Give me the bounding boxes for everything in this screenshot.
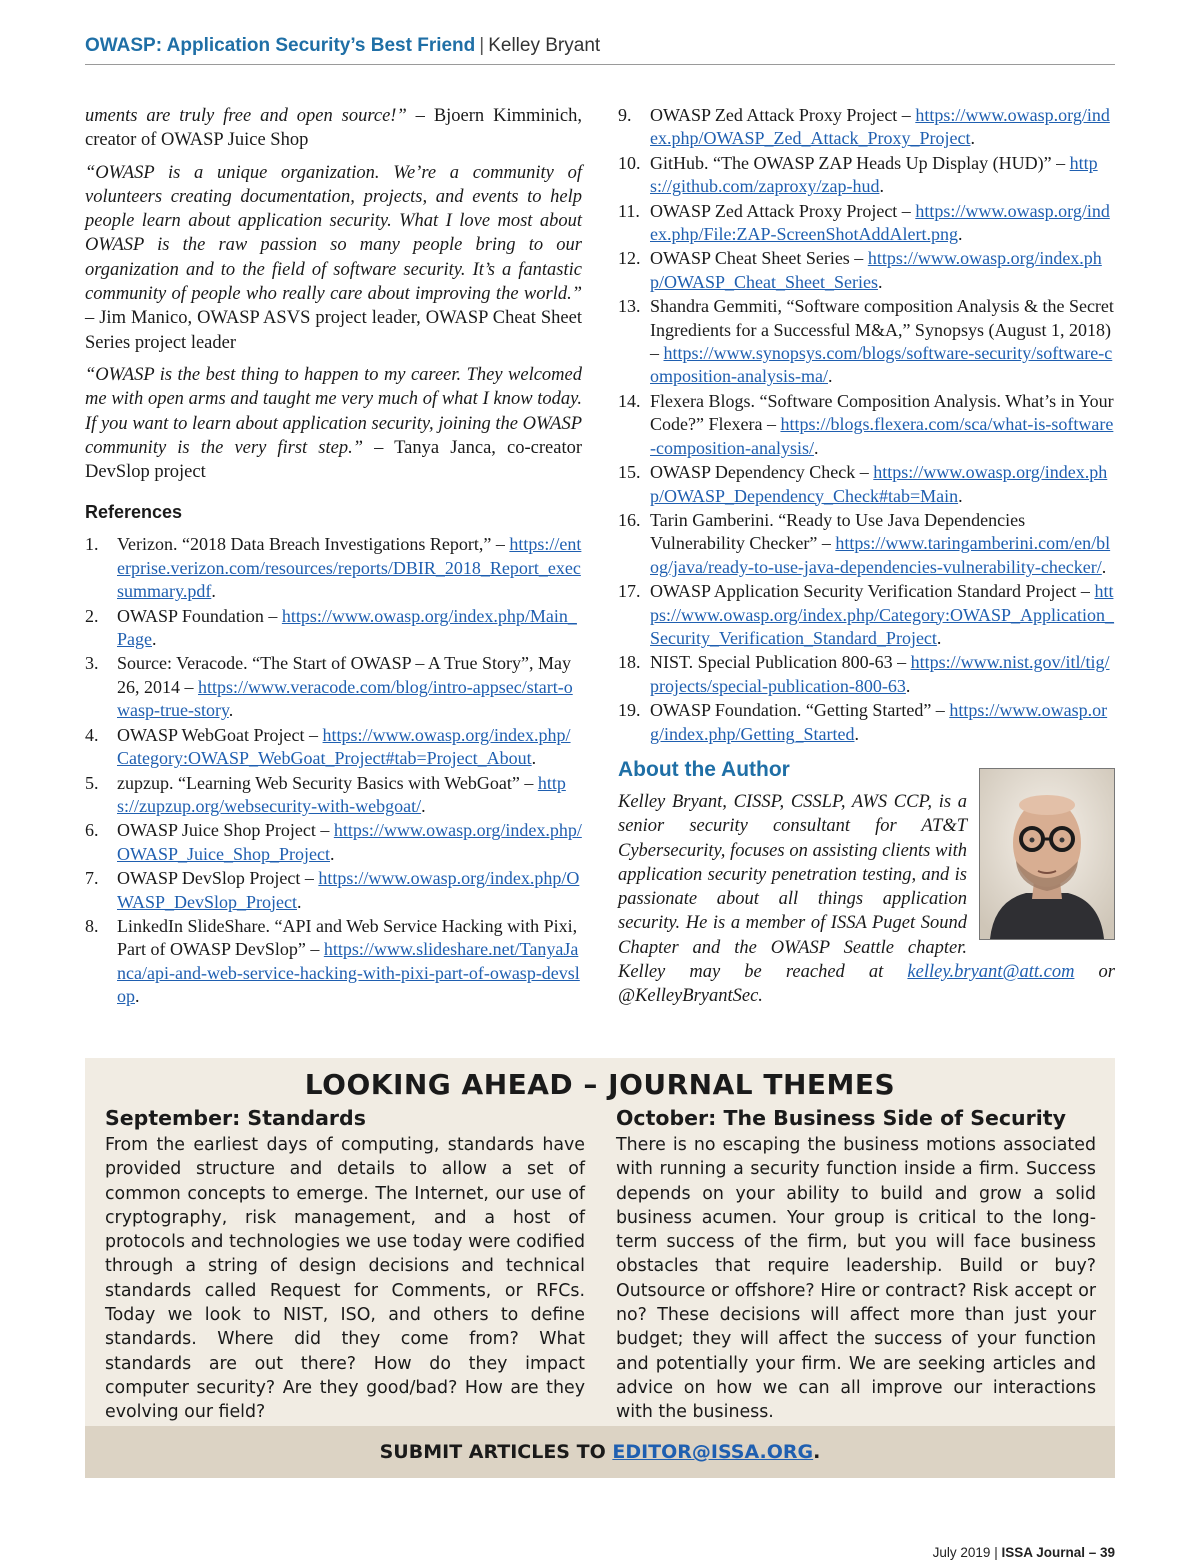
reference-item: 5. zupzup. “Learning Web Security Basics with WebGoat” – https://zupzup.org/websecurity-with-webgoat/.	[85, 772, 566, 816]
references-list-right	[618, 104, 1115, 746]
reference-link[interactable]: https://github.com/zaproxy/zap-hud	[650, 152, 1098, 197]
reference-link[interactable]: https://www.owasp.org/index.php/OWASP_Cheat_Sheet_Series	[650, 248, 1102, 292]
reference-link[interactable]: https://www.synopsys.com/blogs/software-security/software-composition-analysis-ma/	[650, 343, 1113, 387]
reference-item: 19. OWASP Foundation. “Getting Started” – https://www.owasp.org/index.php/Getting_Started.	[618, 700, 1108, 744]
left-column	[85, 104, 582, 1010]
reference-item: 1. Verizon. “2018 Data Breach Investigations Report,” – https://enterprise.verizon.com/resources/reports/DBIR_2018_Report_execsummary.pdf.	[85, 534, 582, 602]
running-header	[85, 34, 1115, 58]
quote-janca: “OWASP is the best thing to happen to my career. They welcomed me with open arms and taught me very much of what I know today. If you want to learn about application security, joining the OWASP community is the very first step.” – Tanya Janca, co-creator DevSlop project	[85, 364, 582, 483]
october-theme	[616, 1106, 1096, 1425]
about-author-heading: About the Author	[618, 757, 790, 781]
reference-link[interactable]: https://blogs.flexera.com/sca/what-is-software-composition-analysis/	[650, 414, 1114, 458]
references-heading: References	[85, 502, 183, 523]
reference-item: 16. Tarin Gamberini. “Ready to Use Java Dependencies Vulnerability Checker” – https://www.taringamberini.com/en/blog/java/ready-to-use-java-dependencies-vulnerability-checker/.	[618, 509, 1111, 577]
right-column	[618, 104, 1115, 1009]
reference-item: 4. OWASP WebGoat Project – https://www.owasp.org/index.php/Category:OWASP_WebGoat_Project#tab=Project_About.	[85, 724, 571, 769]
reference-item: 2. OWASP Foundation – https://www.owasp.org/index.php/Main_Page.	[85, 605, 577, 650]
reference-item: 6. OWASP Juice Shop Project – https://www.owasp.org/index.php/OWASP_Juice_Shop_Project.	[85, 820, 582, 864]
reference-link[interactable]: https://www.slideshare.net/TanyaJanca/api-and-web-service-hacking-with-pixi-part-of-owasp-devslop	[117, 939, 580, 1007]
page-footer: July 2019 | ISSA Journal – 39	[932, 1545, 1115, 1560]
october-body: There is no escaping the business motions associated with running a security function inside a firm. Success depends on your ability to build and grow a solid business acumen. Your group is critical to the long-term success of the firm, but you will face business obstacles that require leadership. Build or buy? Outsource or offshore? Hire or contract? Risk accept or no? These decisions will affect more than just your budget; they will affect the success of your function and potentially your firm. We are seeking articles and advice on how we can all improve our interactions with the business.	[616, 1135, 1096, 1423]
author-portrait-image	[980, 769, 1114, 939]
submit-articles-bar: SUBMIT ARTICLES TO EDITOR@ISSA.ORG.	[85, 1426, 1115, 1478]
september-theme	[105, 1106, 585, 1425]
october-heading: October: The Business Side of Security	[616, 1106, 1066, 1130]
reference-link[interactable]: https://www.owasp.org/index.php/File:ZAP-ScreenShotAddAlert.png	[650, 200, 1110, 245]
references-list-left	[85, 533, 582, 1008]
reference-item: 18. NIST. Special Publication 800-63 – https://www.nist.gov/itl/tig/projects/special-publication-800-63.	[618, 652, 1110, 696]
reference-link[interactable]: https://www.owasp.org/index.php/Main_Page	[117, 605, 577, 650]
reference-link[interactable]: https://www.nist.gov/itl/tig/projects/special-publication-800-63	[650, 652, 1110, 696]
article-title: OWASP: Application Security’s Best Friend	[85, 35, 476, 56]
reference-link[interactable]: https://www.owasp.org/index.php/OWASP_Juice_Shop_Project	[117, 820, 582, 864]
reference-link[interactable]: https://www.owasp.org/index.php/Getting_Started	[650, 700, 1108, 744]
author-photo	[979, 768, 1115, 940]
reference-link[interactable]: https://enterprise.verizon.com/resources/reports/DBIR_2018_Report_execsummary.pdf	[117, 534, 582, 602]
reference-item: 12. OWASP Cheat Sheet Series – https://www.owasp.org/index.php/OWASP_Cheat_Sheet_Series.	[618, 248, 1102, 292]
reference-link[interactable]: https://www.owasp.org/index.php/OWASP_DevSlop_Project	[117, 868, 580, 912]
september-heading: September: Standards	[105, 1106, 366, 1130]
reference-link[interactable]: https://www.owasp.org/index.php/OWASP_Zed_Attack_Proxy_Project	[650, 105, 1110, 149]
reference-item: 3. Source: Veracode. “The Start of OWASP – A True Story”, May 26, 2014 – https://www.veracode.com/blog/intro-appsec/start-owasp-true-story.	[85, 653, 573, 721]
header-rule	[85, 64, 1115, 65]
reference-link[interactable]: https://www.owasp.org/index.php/OWASP_Dependency_Check#tab=Main	[650, 462, 1108, 506]
reference-item: 10. GitHub. “The OWASP ZAP Heads Up Display (HUD)” – https://github.com/zaproxy/zap-hud.	[618, 152, 1098, 197]
editor-email-link[interactable]: EDITOR@ISSA.ORG	[612, 1441, 814, 1463]
issue-date: July 2019	[932, 1545, 991, 1560]
reference-item: 14. Flexera Blogs. “Software Composition Analysis. What’s in Your Code?” Flexera – https://blogs.flexera.com/sca/what-is-software-composition-analysis/.	[618, 390, 1114, 458]
reference-link[interactable]: https://www.owasp.org/index.php/Category:OWASP_WebGoat_Project#tab=Project_About	[117, 724, 571, 769]
quote-manico: “OWASP is a unique organization. We’re a community of volunteers creating documentation, projects, and events to help people learn about application security. What I love most about OWASP is the raw passion so many people bring to our organization and to the field of software security. It’s a fantastic community of people who really care about improving the world.” – Jim Manico, OWASP ASVS project leader, OWASP Cheat Sheet Series project leader	[85, 162, 582, 353]
looking-ahead-title: LOOKING AHEAD – JOURNAL THEMES	[304, 1068, 896, 1101]
reference-link[interactable]: https://www.taringamberini.com/en/blog/java/ready-to-use-java-dependencies-vulnerability-checker/	[650, 533, 1111, 577]
author-email-link[interactable]: kelley.bryant@att.com	[907, 962, 1075, 983]
reference-item: 7. OWASP DevSlop Project – https://www.owasp.org/index.php/OWASP_DevSlop_Project.	[85, 868, 580, 912]
reference-item: 17. OWASP Application Security Verification Standard Project – https://www.owasp.org/index.php/Category:OWASP_Application_Security_Verification_Standard_Project.	[618, 581, 1114, 648]
reference-item: 11. OWASP Zed Attack Proxy Project – https://www.owasp.org/index.php/File:ZAP-ScreenShotAddAlert.png.	[618, 200, 1110, 245]
quote-kimminich: uments are truly free and open source!” – Bjoern Kimminich, creator of OWASP Juice Shop	[85, 106, 582, 151]
reference-link[interactable]: https://zupzup.org/websecurity-with-webgoat/	[117, 772, 566, 816]
reference-item: 13. Shandra Gemmiti, “Software composition Analysis & the Secret Ingredients for a Successful M&A,” Synopsys (August 1, 2018) – https://www.synopsys.com/blogs/software-security/software-composition-analysis-ma/.	[618, 296, 1114, 387]
header-separator: |	[479, 35, 485, 56]
about-author-body: Kelley Bryant, CISSP, CSSLP, AWS CCP, is a senior security consultant for AT&T Cybersecurity, focuses on assisting clients with application security penetration testing, and is passionate about all things application security. He is a member of ISSA Puget Sound Chapter and the OWASP Seattle chapter. Kelley may be reached at kelley.bryant@att.com or @KelleyBryantSec.	[618, 790, 1115, 1009]
article-author: Kelley Bryant	[488, 35, 601, 56]
reference-link[interactable]: https://www.owasp.org/index.php/Category:OWASP_Application_Security_Verification_Standard_Project	[650, 581, 1114, 648]
reference-item: 8. LinkedIn SlideShare. “API and Web Service Hacking with Pixi, Part of OWASP DevSlop” – https://www.slideshare.net/TanyaJanca/api-and-web-service-hacking-with-pixi-part-of-owasp-devslop.	[85, 915, 580, 1007]
journal-page: ISSA Journal – 39	[1001, 1545, 1115, 1560]
reference-item: 15. OWASP Dependency Check – https://www.owasp.org/index.php/OWASP_Dependency_Check#tab=Main.	[618, 462, 1108, 506]
september-body: From the earliest days of computing, standards have provided structure and details to allow a set of common concepts to emerge. The Internet, our use of cryptography, risk management, and a host of protocols and technologies we use today were codified through a string of design decisions and technical standards called Request for Comments, or RFCs. Today we look to NIST, ISO, and others to define standards. Where did they come from? What standards are out there? How do they impact computer security? Are they good/bad? How are they evolving our field?	[105, 1135, 585, 1423]
looking-ahead-box	[85, 1058, 1115, 1426]
reference-link[interactable]: https://www.veracode.com/blog/intro-appsec/start-owasp-true-story	[117, 676, 573, 721]
reference-item: 9. OWASP Zed Attack Proxy Project – https://www.owasp.org/index.php/OWASP_Zed_Attack_Proxy_Project.	[618, 105, 1110, 149]
